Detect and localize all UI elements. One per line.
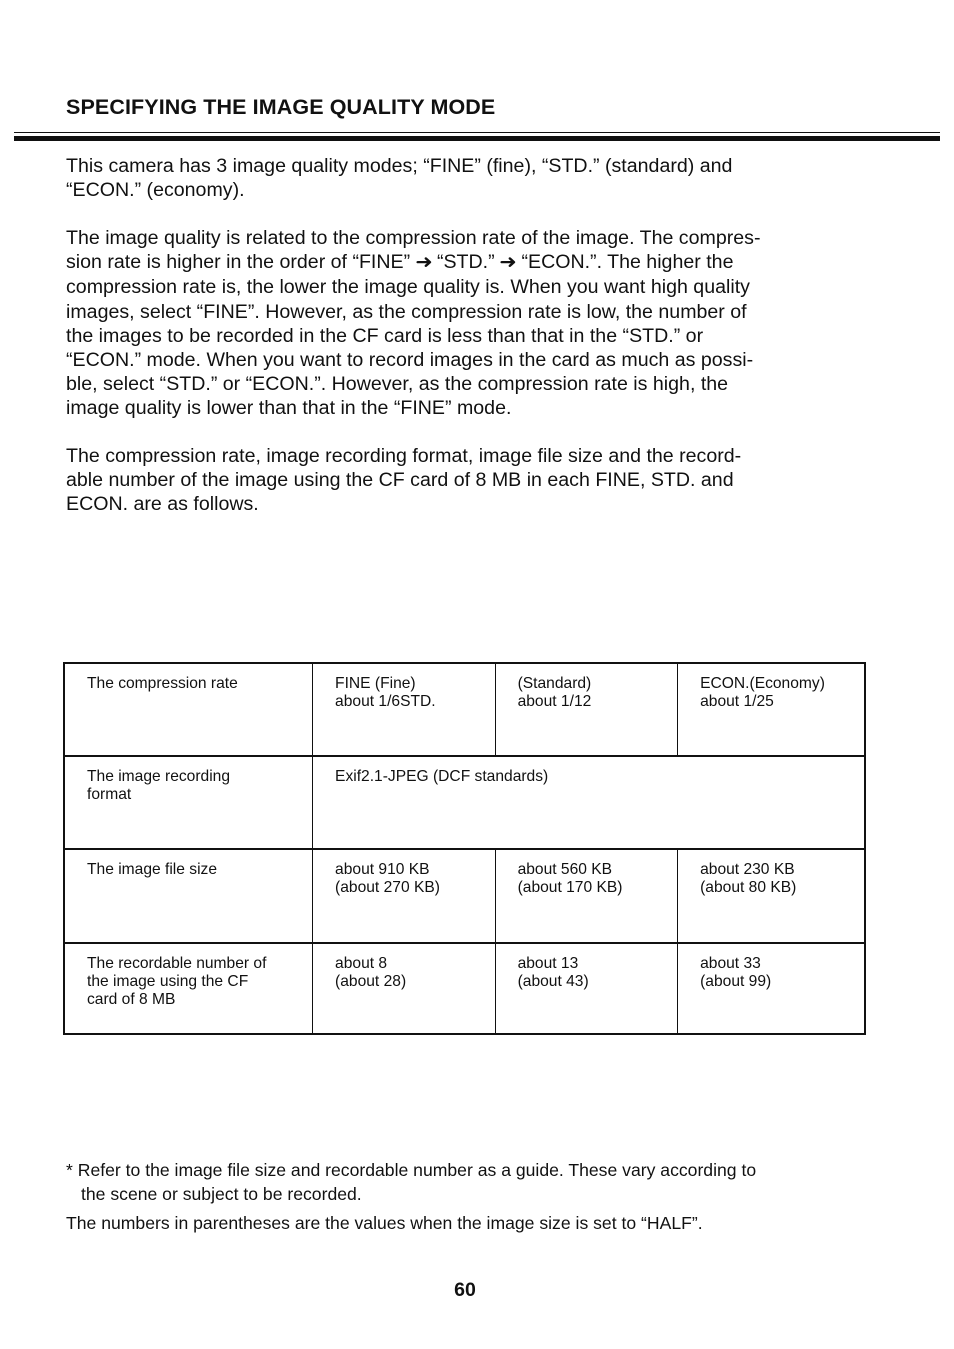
text-line: The image quality is related to the compression rate of the image. The compres-: [66, 227, 761, 249]
row-label-cell: [64, 756, 313, 849]
text-line: images, select “FINE”. However, as the compression rate is low, the number of: [66, 300, 747, 323]
footnote-asterisk-continued: the scene or subject to be recorded.: [81, 1184, 362, 1204]
cell-text: about 1/25: [700, 693, 774, 710]
table-cell: [678, 849, 865, 943]
text-line: image quality is lower than that in the “FINE” mode.: [66, 397, 512, 420]
text-line: “ECON.” (economy).: [66, 179, 245, 202]
cell-text: about 910 KB: [335, 861, 430, 878]
cell-text: (about 270 KB): [335, 879, 440, 896]
heading-rule-thin: [14, 132, 940, 133]
text-line: compression rate is, the lower the image quality is. When you want high quality: [66, 276, 750, 299]
table-cell: [495, 849, 678, 943]
table-row: [64, 663, 865, 756]
table-intro-paragraph: [66, 444, 866, 517]
text-line: [66, 250, 866, 275]
text-line: ble, select “STD.” or “ECON.”. However, as the compression rate is high, the: [66, 373, 729, 396]
cell-text: about 8: [335, 955, 388, 972]
text-fragment: “STD.”: [436, 251, 495, 274]
table-cell: [678, 943, 865, 1034]
table-cell: [313, 849, 496, 943]
cell-text: FINE (Fine): [335, 675, 416, 692]
text-line: The compression rate, image recording format, image file size and the record-: [66, 445, 742, 467]
cell-text: about 33: [700, 955, 761, 972]
cell-text: The image recording: [87, 768, 231, 785]
cell-text: The compression rate: [87, 675, 238, 692]
text-fragment: “ECON.”. The higher the: [521, 251, 734, 274]
cell-text: The recordable number of: [87, 955, 267, 972]
text-line: ECON. are as follows.: [66, 493, 259, 516]
cell-text: (Standard): [517, 675, 592, 692]
compression-paragraph: [66, 226, 866, 421]
table-cell: [495, 943, 678, 1034]
table-cell: [313, 943, 496, 1034]
table-row: [64, 756, 865, 849]
cell-text: The image file size: [87, 861, 218, 878]
row-label-cell: [64, 663, 313, 756]
table-cell: [313, 663, 496, 756]
text-line: This camera has 3 image quality modes; “FINE” (fine), “STD.” (standard) and: [66, 155, 733, 177]
text-line: able number of the image using the CF card of 8 MB in each FINE, STD. and: [66, 469, 734, 492]
table-cell: [495, 663, 678, 756]
cell-text: Exif2.1-JPEG (DCF standards): [335, 768, 549, 785]
cell-text: (about 170 KB): [517, 879, 623, 896]
table-cell: [678, 663, 865, 756]
cell-text: about 230 KB: [700, 861, 795, 878]
text-line: “ECON.” mode. When you want to record images in the card as much as possi-: [66, 349, 754, 372]
cell-text: (about 99): [700, 973, 772, 990]
section-heading: SPECIFYING THE IMAGE QUALITY MODE: [66, 95, 496, 119]
arrow-right-icon: ➜: [499, 252, 517, 274]
cell-text: about 13: [517, 955, 579, 972]
cell-text: (about 80 KB): [700, 879, 797, 896]
footnote-parentheses: The numbers in parentheses are the values when the image size is set to “HALF”.: [66, 1213, 703, 1233]
intro-paragraph: [66, 154, 866, 202]
cell-text: format: [87, 786, 132, 803]
quality-mode-table: [63, 662, 866, 1035]
row-label-cell: [64, 849, 313, 943]
text-line: the images to be recorded in the CF card is less than that in the “STD.” or: [66, 324, 704, 347]
cell-text: ECON.(Economy): [700, 675, 825, 692]
cell-text: (about 28): [335, 973, 407, 990]
cell-text: about 560 KB: [517, 861, 613, 878]
cell-text: about 1/6STD.: [335, 693, 436, 710]
text-fragment: sion rate is higher in the order of “FINE”: [66, 251, 411, 274]
page-number: 60: [454, 1279, 476, 1301]
table-row: [64, 943, 865, 1034]
table-row: [64, 849, 865, 943]
footnote-asterisk: * Refer to the image file size and recordable number as a guide. These vary according to: [66, 1160, 757, 1180]
cell-text: (about 43): [517, 973, 589, 990]
cell-text: the image using the CF: [87, 973, 249, 990]
merged-table-cell: [313, 756, 865, 849]
arrow-right-icon: ➜: [414, 252, 433, 274]
cell-text: about 1/12: [517, 693, 592, 710]
heading-rule-thick: [14, 136, 940, 141]
row-label-cell: [64, 943, 313, 1034]
cell-text: card of 8 MB: [87, 991, 176, 1008]
